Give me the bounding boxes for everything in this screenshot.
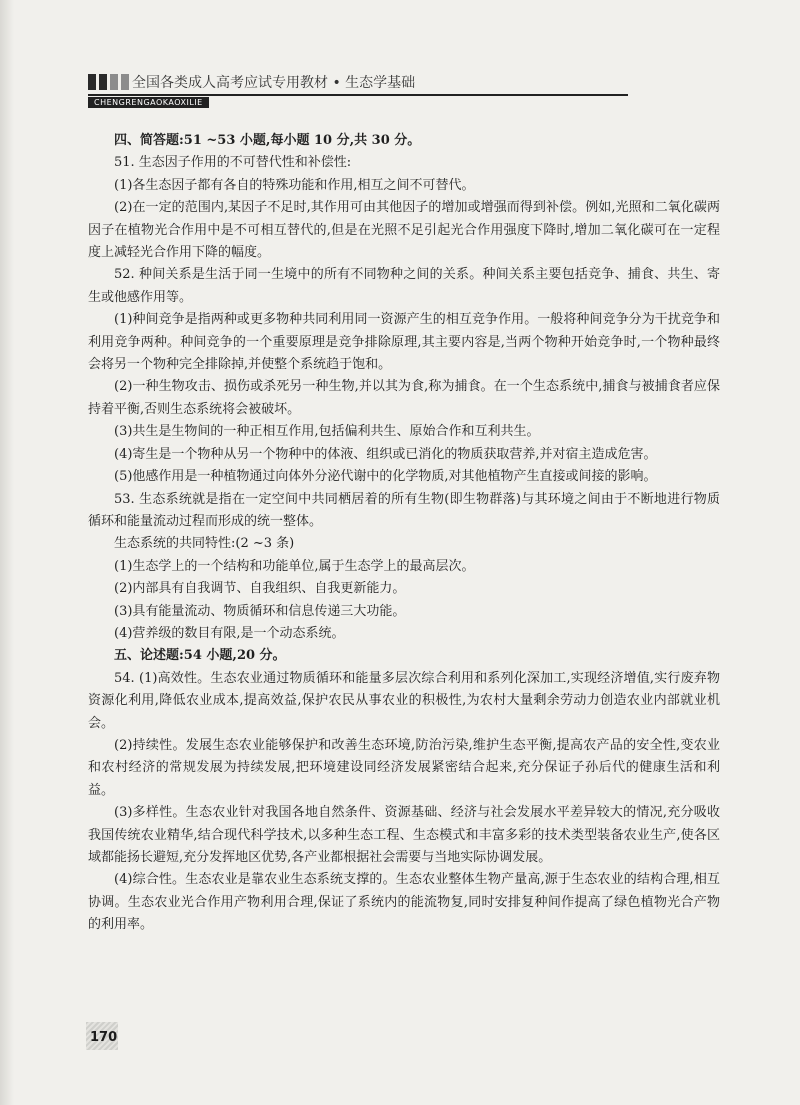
section-heading: 四、简答题:51 ~53 小题,每小题 10 分,共 30 分。 <box>114 133 421 148</box>
header-title: 全国各类成人高考应试专用教材 • 生态学基础 <box>132 75 416 91</box>
paragraph: 51. 生态因子作用的不可替代性和补偿性: <box>114 155 352 171</box>
header-logo-blocks <box>88 74 129 90</box>
paragraph: (1)生态学上的一个结构和功能单位,属于生态学上的最高层次。 <box>114 558 475 574</box>
running-header <box>88 70 628 110</box>
page-body <box>88 130 720 937</box>
paragraph: 生态系统的共同特性:(2 ~3 条) <box>114 536 295 552</box>
paragraph: (4)寄生是一个物种从另一个物种中的体液、组织或已消化的物质获取营养,并对宿主造成危害。 <box>114 446 657 462</box>
paragraph: (5)他感作用是一种植物通过向体外分泌代谢中的化学物质,对其他植物产生直接或间接的影响。 <box>114 469 657 485</box>
paragraph: (1)种间竞争是指两种或更多物种共同利用同一资源产生的相互竞争作用。一般将种间竞争分为干扰竞争和利用竞争两种。种间竞争的一个重要原理是竞争排除原理,其主要内容是,当两个物种开始竞争时,一个物种最终会将另一个物种完全排除掉,并使整个系统趋于饱和。 <box>88 312 720 373</box>
paragraph: (4)综合性。生态农业是靠农业生态系统支撑的。生态农业整体生物产量高,源于生态农业的结构合理,相互协调。生态农业光合作用产物利用合理,保证了系统内的能流物复,同时安排复种间作提高了绿色植物光合产物的利用率。 <box>88 872 720 933</box>
header-rule <box>88 94 628 96</box>
paragraph: (3)具有能量流动、物质循环和信息传递三大功能。 <box>114 603 406 619</box>
paragraph: (2)一种生物攻击、损伤或杀死另一种生物,并以其为食,称为捕食。在一个生态系统中,捕食与被捕食者应保持着平衡,否则生态系统将会被破坏。 <box>88 379 720 417</box>
paragraph: (2)持续性。发展生态农业能够保护和改善生态环境,防治污染,维护生态平衡,提高农产品的安全性,变农业和农村经济的常规发展为持续发展,把环境建设同经济发展紧密结合起来,充分保证子孙后代的健康生活和利益。 <box>88 737 720 798</box>
paragraph: (2)在一定的范围内,某因子不足时,其作用可由其他因子的增加或增强而得到补偿。例如,光照和二氧化碳两因子在植物光合作用中是不可相互替代的,但是在光照不足引起光合作用强度下降时,增加二氧化碳可在一定程度上减轻光合作用下降的幅度。 <box>88 200 720 261</box>
page-shadow <box>0 0 14 1105</box>
page-number: 170 <box>90 1030 118 1045</box>
paragraph: (3)共生是生物间的一种正相互作用,包括偏利共生、原始合作和互利共生。 <box>114 424 540 440</box>
paragraph: (4)营养级的数目有限,是一个动态系统。 <box>114 625 345 641</box>
paragraph: (2)内部具有自我调节、自我组织、自我更新能力。 <box>114 581 406 597</box>
paragraph: (1)各生态因子都有各自的特殊功能和作用,相互之间不可替代。 <box>114 177 475 193</box>
header-subtitle: CHENGRENGAOKAOXILIE <box>88 97 209 108</box>
paragraph: 53. 生态系统就是指在一定空间中共同栖居着的所有生物(即生物群落)与其环境之间由于不断地进行物质循环和能量流动过程而形成的统一整体。 <box>88 491 720 529</box>
paragraph: 52. 种间关系是生活于同一生境中的所有不同物种之间的关系。种间关系主要包括竞争、捕食、共生、寄生或他感作用等。 <box>88 267 720 305</box>
section-heading: 五、论述题:54 小题,20 分。 <box>114 648 286 664</box>
paragraph: (3)多样性。生态农业针对我国各地自然条件、资源基础、经济与社会发展水平差异较大的情况,充分吸收我国传统农业精华,结合现代科学技术,以多种生态工程、生态模式和丰富多彩的技术类型装备农业生产,使各区域都能扬长避短,充分发挥地区优势,各产业都根据社会需要与当地实际协调发展。 <box>88 805 720 865</box>
paragraph: 54. (1)高效性。生态农业通过物质循环和能量多层次综合利用和系列化深加工,实现经济增值,实行废弃物资源化利用,降低农业成本,提高效益,保护农民从事农业的积极性,为农村大量剩余劳动力创造农业内部就业机会。 <box>88 670 720 731</box>
